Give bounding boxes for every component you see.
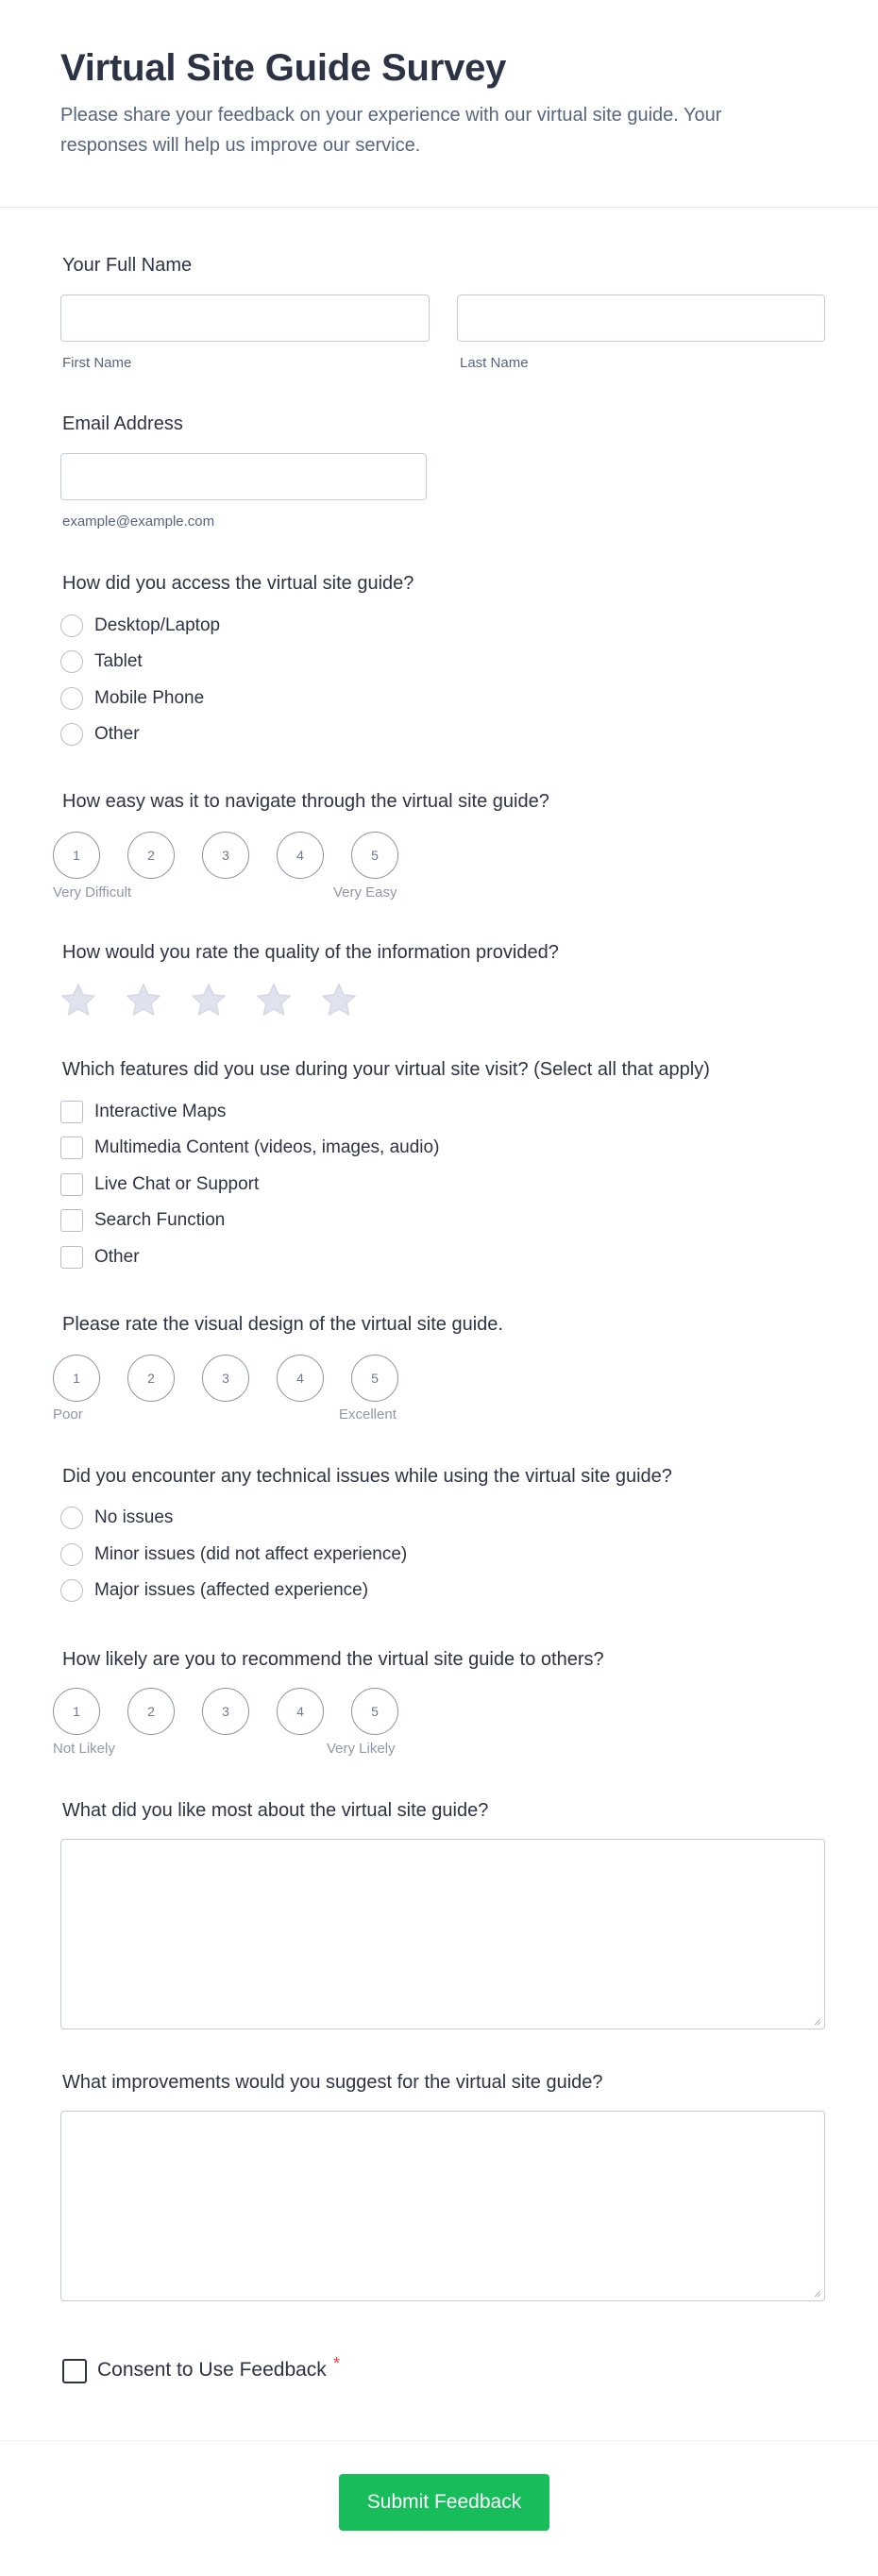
email-question-label: Email Address [62,413,183,434]
star-icon[interactable] [59,981,98,1020]
page-title: Virtual Site Guide Survey [60,47,507,89]
improvements-textarea[interactable] [60,2111,825,2301]
resize-grip-icon[interactable] [812,2288,821,2298]
first-name-sublabel: First Name [62,355,132,371]
star-icon[interactable] [189,981,228,1020]
navigation-scale-5[interactable]: 5 [351,832,398,879]
star-icon[interactable] [124,981,163,1020]
option-label: Tablet [94,651,143,671]
recommend-scale-4[interactable]: 4 [277,1688,324,1735]
recommend-scale-5[interactable]: 5 [351,1688,398,1735]
radio-button[interactable] [60,1543,83,1566]
first-name-input[interactable] [60,295,430,342]
option-label: Other [94,724,140,744]
access-option-desktop[interactable] [60,612,220,640]
issues-option-minor[interactable] [60,1541,407,1569]
navigation-min-caption: Very Difficult [53,884,132,901]
navigation-max-caption: Very Easy [333,884,397,901]
issues-option-none[interactable] [60,1504,173,1532]
form-header [0,0,878,208]
checkbox[interactable] [60,1209,83,1232]
option-label: Major issues (affected experience) [94,1580,369,1600]
recommend-min-caption: Not Likely [53,1741,115,1757]
option-label: Multimedia Content (videos, images, audio) [94,1137,440,1157]
star-shape [62,985,94,1015]
option-label: Mobile Phone [94,688,205,708]
recommend-scale-3[interactable]: 3 [202,1688,249,1735]
design-max-caption: Excellent [339,1406,397,1423]
checkbox[interactable] [60,1101,83,1123]
grip-lines [815,2291,820,2297]
last-name-sublabel: Last Name [460,355,529,371]
recommend-question-label: How likely are you to recommend the virtual site guide to others? [62,1649,604,1670]
radio-button[interactable] [60,723,83,746]
issues-question-label: Did you encounter any technical issues while using the virtual site guide? [62,1466,672,1487]
design-question-label: Please rate the visual design of the virtual site guide. [62,1314,503,1335]
option-label: Live Chat or Support [94,1174,260,1194]
access-option-tablet[interactable] [60,648,143,676]
option-label: No issues [94,1507,174,1527]
email-input[interactable] [60,453,427,500]
option-label: Other [94,1247,140,1267]
radio-button[interactable] [60,1507,83,1529]
email-sublabel: example@example.com [62,514,215,530]
features-option-other[interactable] [60,1243,140,1271]
grip-lines [815,2019,820,2025]
option-label: Search Function [94,1210,226,1230]
liked-textarea[interactable] [60,1839,825,2029]
checkbox[interactable] [60,1246,83,1269]
design-scale-2[interactable]: 2 [127,1355,175,1402]
name-question-label: Your Full Name [62,255,193,276]
issues-option-major[interactable] [60,1576,368,1605]
features-option-multimedia[interactable] [60,1134,439,1162]
star-shape [323,985,355,1015]
improvements-question-label: What improvements would you suggest for the virtual site guide? [62,2072,603,2093]
design-min-caption: Poor [53,1406,83,1423]
access-question-label: How did you access the virtual site guide? [62,573,414,594]
required-asterisk: * [333,2354,341,2373]
star-icon[interactable] [254,981,294,1020]
page-subtitle: Please share your feedback on your experience with our virtual site guide. Your responses will help us improve our service. [60,105,722,156]
checkbox[interactable] [60,1173,83,1196]
star-shape [258,985,290,1015]
submit-button[interactable]: Submit Feedback [339,2474,549,2531]
quality-question-label: How would you rate the quality of the information provided? [62,942,559,963]
navigation-scale-2[interactable]: 2 [127,832,175,879]
radio-button[interactable] [60,687,83,710]
star-shape [127,985,160,1015]
option-label: Interactive Maps [94,1102,227,1121]
recommend-scale-1[interactable]: 1 [53,1688,100,1735]
checkbox[interactable] [60,1136,83,1159]
navigation-scale-1[interactable]: 1 [53,832,100,879]
access-option-other[interactable] [60,720,140,749]
option-label: Minor issues (did not affect experience) [94,1544,408,1564]
design-scale-5[interactable]: 5 [351,1355,398,1402]
design-scale-1[interactable]: 1 [53,1355,100,1402]
consent-checkbox[interactable] [62,2359,87,2383]
navigation-scale-3[interactable]: 3 [202,832,249,879]
liked-question-label: What did you like most about the virtual site guide? [62,1800,489,1821]
features-option-maps[interactable] [60,1098,226,1126]
recommend-scale-2[interactable]: 2 [127,1688,175,1735]
design-scale-3[interactable]: 3 [202,1355,249,1402]
navigation-question-label: How easy was it to navigate through the virtual site guide? [62,791,549,812]
resize-grip-icon[interactable] [812,2016,821,2026]
access-option-mobile[interactable] [60,684,204,713]
radio-button[interactable] [60,615,83,637]
features-question-label: Which features did you use during your virtual site visit? (Select all that apply) [62,1059,710,1080]
radio-button[interactable] [60,650,83,673]
star-shape [193,985,225,1015]
radio-button[interactable] [60,1579,83,1602]
design-scale-4[interactable]: 4 [277,1355,324,1402]
option-label: Desktop/Laptop [94,615,221,635]
recommend-max-caption: Very Likely [327,1741,396,1757]
last-name-input[interactable] [457,295,825,342]
consent-label: Consent to Use Feedback [97,2359,327,2381]
features-option-search[interactable] [60,1206,225,1235]
star-icon[interactable] [319,981,359,1020]
features-option-chat[interactable] [60,1170,259,1199]
navigation-scale-4[interactable]: 4 [277,832,324,879]
